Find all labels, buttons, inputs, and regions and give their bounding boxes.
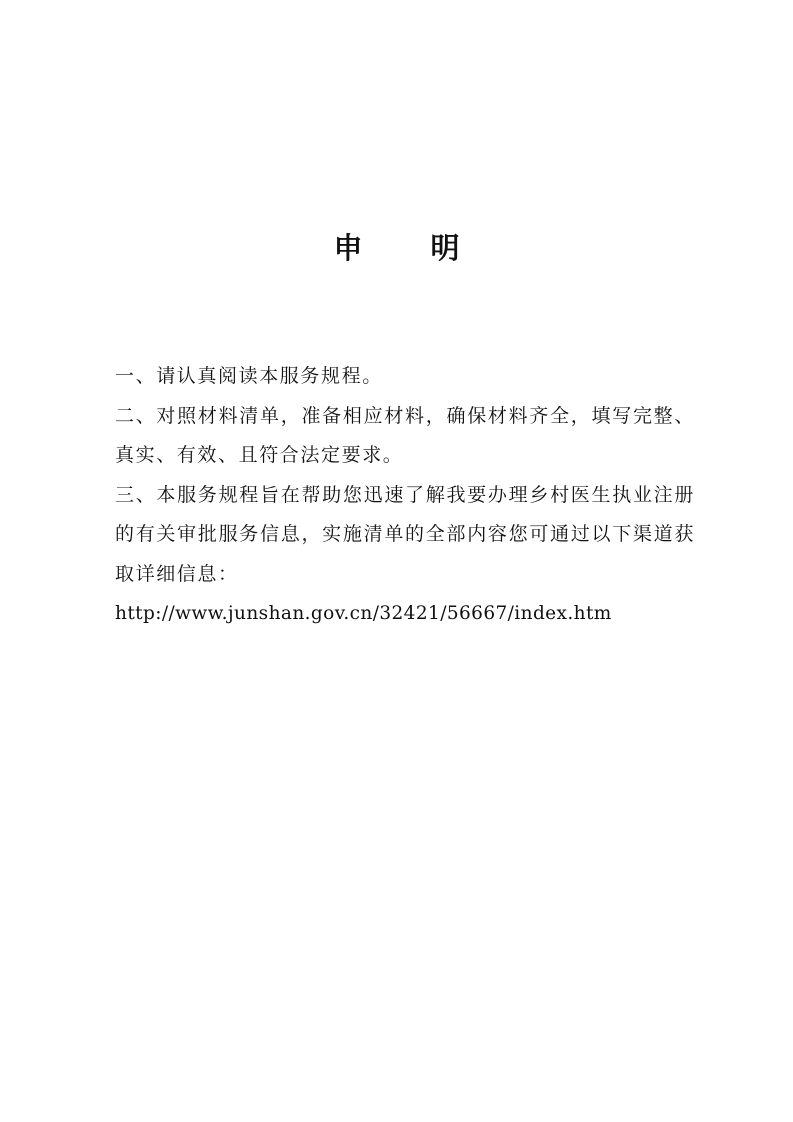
page-title xyxy=(0,228,793,268)
paragraph-3: 三、本服务规程旨在帮助您迅速了解我要办理乡村医生执业注册的有关审批服务信息，实施清单的全部内容您可通过以下渠道获取详细信息： xyxy=(115,483,695,585)
title-char-2: 明 xyxy=(430,231,460,265)
info-url-link[interactable]: http://www.junshan.gov.cn/32421/56667/index.htm xyxy=(115,603,612,624)
paragraph-1: 一、请认真阅读本服务规程。 xyxy=(115,365,383,387)
document-body xyxy=(115,357,695,634)
title-char-1: 申 xyxy=(333,231,363,265)
paragraph-2: 二、对照材料清单，准备相应材料，确保材料齐全，填写完整、真实、有效、且符合法定要求。 xyxy=(115,404,695,466)
